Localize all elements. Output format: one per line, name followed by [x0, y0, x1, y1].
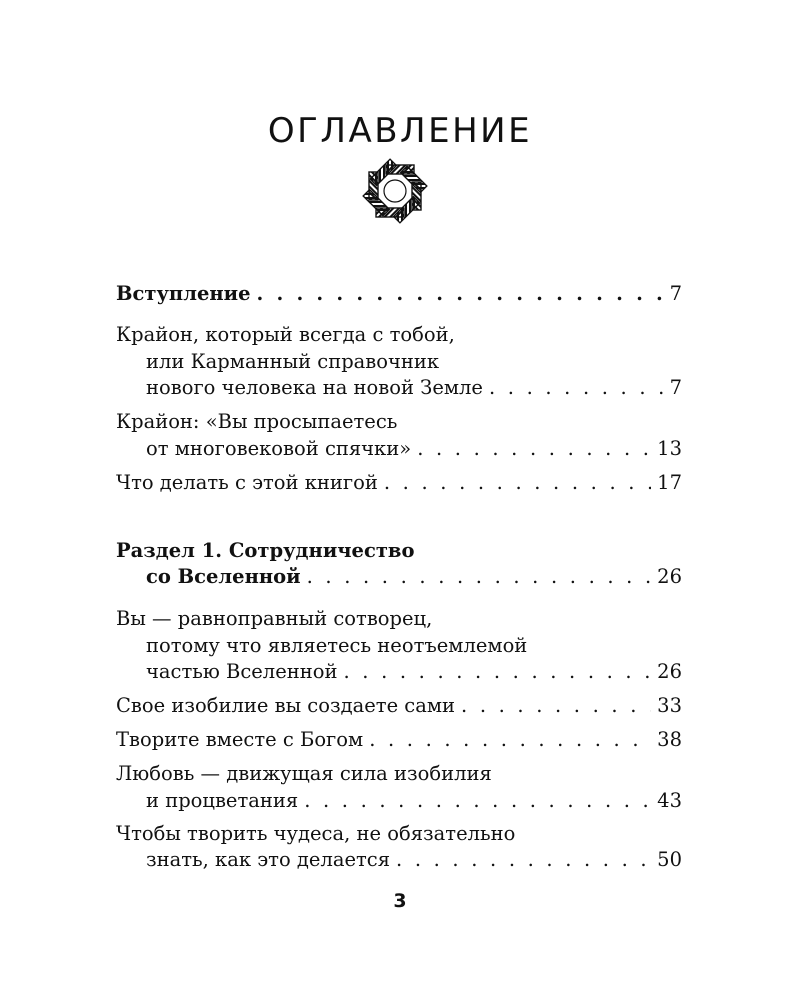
toc-entry-kryon-always-line1[interactable]: Крайон, который всегда с тобой,: [116, 323, 455, 346]
toc-section-1-line1[interactable]: Раздел 1. Сотрудничество: [116, 539, 415, 562]
dot-leader: [369, 726, 651, 754]
toc-entry-label: Вступление: [116, 282, 251, 305]
toc-entry-abundance[interactable]: [116, 692, 682, 720]
toc-entry-label: Творите вместе с Богом: [116, 728, 364, 751]
toc-entry-miracles[interactable]: [146, 846, 682, 874]
toc-entry-label: знать, как это делается: [146, 848, 391, 871]
dot-leader: [307, 563, 652, 591]
dot-leader: [304, 787, 651, 815]
dot-leader: [489, 374, 664, 402]
toc-entry-with-god[interactable]: [116, 726, 682, 754]
toc-entry-kryon-always-line2[interactable]: или Карманный справочник: [146, 350, 440, 373]
toc-entry-kryon-awake[interactable]: [146, 435, 682, 463]
toc-entry-cocreator-line1[interactable]: Вы — равноправный сотворец,: [116, 607, 433, 630]
toc-entry-label: Свое изобилие вы создаете сами: [116, 694, 456, 717]
toc-page-number: 26: [657, 565, 682, 588]
toc-entry-label: частью Вселенной: [146, 660, 338, 683]
toc-page-number: 50: [657, 848, 682, 871]
toc-entry-label: со Вселенной: [146, 565, 301, 588]
toc-entry-cocreator-line2[interactable]: потому что являетесь неотъемлемой: [146, 634, 528, 657]
dot-leader: [257, 280, 664, 308]
toc-page-number: 17: [657, 471, 682, 494]
toc-entry-label: и процветания: [146, 789, 299, 812]
dot-leader: [461, 692, 651, 720]
toc-entry-intro[interactable]: [116, 280, 682, 308]
toc-page-number: 13: [657, 437, 682, 460]
toc-entry-label: нового человека на новой Земле: [146, 376, 483, 399]
toc-page-number: 7: [669, 376, 682, 399]
dot-leader: [396, 846, 651, 874]
toc-page-number: 43: [657, 789, 682, 812]
toc-entry-kryon-always[interactable]: [146, 374, 682, 402]
toc-entry-cocreator[interactable]: [146, 658, 682, 686]
page-number: 3: [393, 890, 407, 912]
star-ornament-icon: [354, 158, 436, 224]
toc-entry-love-line1[interactable]: Любовь — движущая сила изобилия: [116, 762, 492, 785]
toc-section-1[interactable]: [146, 563, 682, 591]
dot-leader: [417, 435, 651, 463]
page-title: ОГЛАВЛЕНИЕ: [267, 110, 533, 151]
dot-leader: [384, 469, 651, 497]
toc-entry-love[interactable]: [146, 787, 682, 815]
toc-page-number: 26: [657, 660, 682, 683]
toc-page-number: 33: [657, 694, 682, 717]
toc-entry-what-to-do[interactable]: [116, 469, 682, 497]
toc-page-number: 38: [657, 728, 682, 751]
toc-entry-kryon-awake-line1[interactable]: Крайон: «Вы просыпаетесь: [116, 410, 398, 433]
toc-entry-label: от многовековой спячки»: [146, 437, 412, 460]
toc-entry-miracles-line1[interactable]: Чтобы творить чудеса, не обязательно: [116, 822, 516, 845]
dot-leader: [343, 658, 651, 686]
toc-entry-label: Что делать с этой книгой: [116, 471, 378, 494]
toc-page-number: 7: [669, 282, 682, 305]
